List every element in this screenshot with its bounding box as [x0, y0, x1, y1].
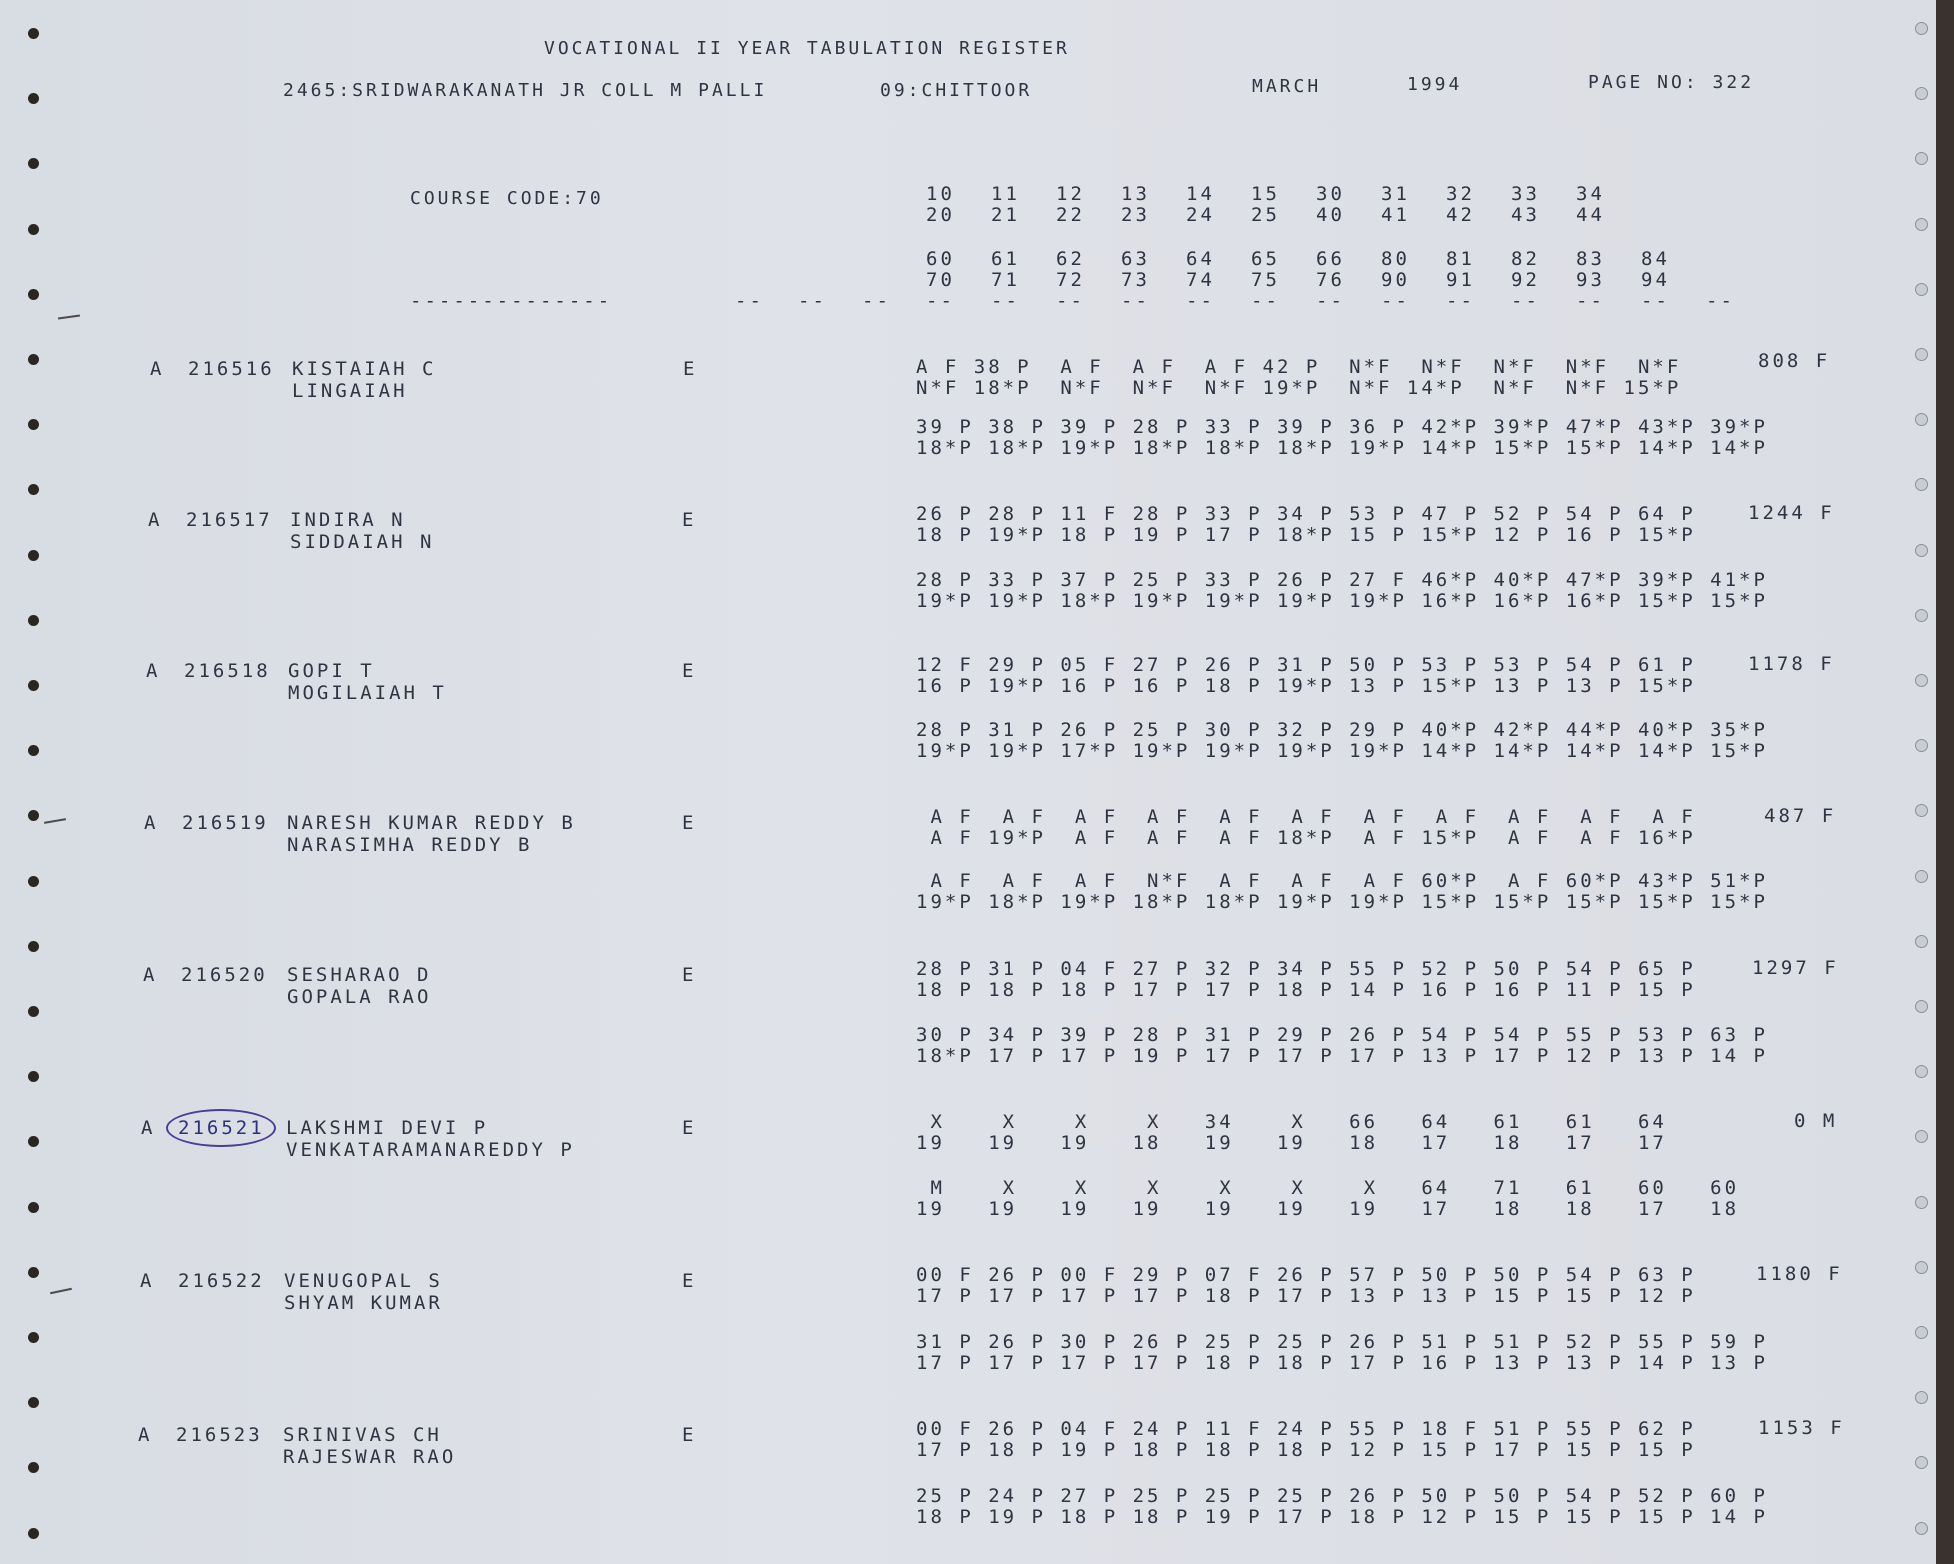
result-flag: A — [143, 964, 158, 986]
code-cell: 92 — [1511, 269, 1540, 291]
feed-hole-left — [28, 1071, 39, 1082]
feed-hole-right — [1915, 1130, 1928, 1143]
code-cell: 11 — [991, 183, 1020, 205]
feed-hole-left — [28, 1462, 39, 1473]
feed-hole-right — [1915, 1391, 1928, 1404]
marks-line: N*F 18*P N*F N*F N*F 19*P N*F 14*P N*F N*F 15*P — [916, 377, 1682, 399]
district-name: 09:CHITTOOR — [880, 80, 1033, 101]
marks-line: 19*P 18*P 19*P 18*P 18*P 19*P 19*P 15*P 15*P 15*P 15*P 15*P — [916, 891, 1768, 913]
feed-hole-left — [28, 419, 39, 430]
marks-line: 18 P 18 P 18 P 17 P 17 P 18 P 14 P 16 P 16 P 11 P 15 P — [916, 979, 1696, 1001]
marks-line: 17 P 18 P 19 P 18 P 18 P 18 P 12 P 15 P 17 P 15 P 15 P — [916, 1439, 1696, 1461]
dash-b: -- — [798, 290, 827, 312]
code-dash: -- — [1186, 290, 1215, 312]
medium: E — [682, 1270, 697, 1292]
feed-hole-left — [28, 615, 39, 626]
feed-hole-left — [28, 354, 39, 365]
code-cell: 10 — [926, 183, 955, 205]
feed-hole-left — [28, 1332, 39, 1343]
feed-hole-left — [28, 550, 39, 561]
marks-line: 19*P 19*P 18*P 19*P 19*P 19*P 19*P 16*P 16*P 16*P 15*P 15*P — [916, 590, 1768, 612]
code-cell: 73 — [1121, 269, 1150, 291]
feed-hole-left — [28, 289, 39, 300]
marks-line: 30 P 34 P 39 P 28 P 31 P 29 P 26 P 54 P 54 P 55 P 53 P 63 P — [916, 1024, 1768, 1046]
result-flag: A — [141, 1117, 156, 1139]
feed-hole-left — [28, 1267, 39, 1278]
parent-name: MOGILAIAH T — [288, 682, 447, 704]
roll-number: 216517 — [186, 509, 273, 531]
marks-line: A F A F A F A F A F A F A F A F A F A F A F — [916, 806, 1696, 828]
marks-line: 25 P 24 P 27 P 25 P 25 P 25 P 26 P 50 P 50 P 54 P 52 P 60 P — [916, 1485, 1768, 1507]
medium: E — [682, 964, 697, 986]
feed-hole-left — [28, 876, 39, 887]
marks-line: 39 P 38 P 39 P 28 P 33 P 39 P 36 P 42*P 39*P 47*P 43*P 39*P — [916, 416, 1768, 438]
feed-hole-left — [28, 1397, 39, 1408]
dash-a: -- — [735, 290, 764, 312]
feed-hole-right — [1915, 870, 1928, 883]
code-cell: 42 — [1446, 204, 1475, 226]
code-cell: 83 — [1576, 248, 1605, 270]
code-dash: -- — [1381, 290, 1410, 312]
feed-hole-right — [1915, 609, 1928, 622]
feed-hole-right — [1915, 218, 1928, 231]
marks-line: 18*P 18*P 19*P 18*P 18*P 18*P 19*P 14*P 15*P 15*P 14*P 14*P — [916, 437, 1768, 459]
roll-number: 216522 — [178, 1270, 265, 1292]
feed-hole-left — [28, 680, 39, 691]
code-row-3 — [926, 248, 1706, 270]
college-name: 2465:SRIDWARAKANATH JR COLL M PALLI — [283, 80, 768, 101]
roll-number: 216523 — [176, 1424, 263, 1446]
grand-total: 487 F — [1764, 805, 1837, 827]
marks-line: A F 38 P A F A F A F 42 P N*F N*F N*F N*F N*F — [916, 356, 1682, 378]
code-cell: 63 — [1121, 248, 1150, 270]
marks-line: 31 P 26 P 30 P 26 P 25 P 25 P 26 P 51 P 51 P 52 P 55 P 59 P — [916, 1331, 1768, 1353]
code-cell: 13 — [1121, 183, 1150, 205]
exam-month: MARCH — [1252, 76, 1322, 97]
code-cell: 15 — [1251, 183, 1280, 205]
grand-total: 1178 F — [1748, 653, 1835, 675]
marks-line: 28 P 31 P 04 F 27 P 32 P 34 P 55 P 52 P 50 P 54 P 65 P — [916, 958, 1696, 980]
code-dash: -- — [1576, 290, 1605, 312]
code-dash: -- — [926, 290, 955, 312]
marks-line: 28 P 31 P 26 P 25 P 30 P 32 P 29 P 40*P 42*P 44*P 40*P 35*P — [916, 719, 1768, 741]
feed-hole-right — [1915, 544, 1928, 557]
feed-hole-left — [28, 1136, 39, 1147]
code-dash: -- — [1641, 290, 1670, 312]
code-cell: 62 — [1056, 248, 1085, 270]
roll-number: 216519 — [182, 812, 269, 834]
feed-hole-left — [28, 224, 39, 235]
code-cell: 22 — [1056, 204, 1085, 226]
marks-line: A F 19*P A F A F A F 18*P A F 15*P A F A F 16*P — [916, 827, 1696, 849]
code-dash: -- — [1056, 290, 1085, 312]
margin-tick — [50, 1288, 72, 1295]
student-name: KISTAIAH C — [292, 358, 437, 380]
code-cell: 23 — [1121, 204, 1150, 226]
marks-line: X X X X 34 X 66 64 61 61 64 — [916, 1111, 1667, 1133]
page-number: PAGE NO: 322 — [1588, 72, 1755, 93]
student-name: NARESH KUMAR REDDY B — [287, 812, 576, 834]
result-flag: A — [146, 660, 161, 682]
register-title: VOCATIONAL II YEAR TABULATION REGISTER — [544, 38, 1070, 59]
marks-line: 17 P 17 P 17 P 17 P 18 P 18 P 17 P 16 P 13 P 13 P 14 P 13 P — [916, 1352, 1768, 1374]
marks-line: M X X X X X X 64 71 61 60 60 — [916, 1177, 1740, 1199]
result-flag: A — [150, 358, 165, 380]
code-dash: -- — [1511, 290, 1540, 312]
code-dash: -- — [1121, 290, 1150, 312]
marks-line: 00 F 26 P 04 F 24 P 11 F 24 P 55 P 18 F 51 P 55 P 62 P — [916, 1418, 1696, 1440]
code-cell: 12 — [1056, 183, 1085, 205]
student-name: SESHARAO D — [287, 964, 432, 986]
code-row-2 — [926, 204, 1641, 226]
code-cell: 75 — [1251, 269, 1280, 291]
code-cell: 44 — [1576, 204, 1605, 226]
code-cell: 71 — [991, 269, 1020, 291]
feed-hole-right — [1915, 152, 1928, 165]
page-edge — [1936, 0, 1954, 1564]
parent-name: SHYAM KUMAR — [284, 1292, 443, 1314]
medium: E — [682, 660, 697, 682]
grand-total: 0 M — [1794, 1110, 1838, 1132]
student-name: LAKSHMI DEVI P — [286, 1117, 489, 1139]
student-name: GOPI T — [288, 660, 375, 682]
grand-total: 1180 F — [1756, 1263, 1843, 1285]
marks-line: 17 P 17 P 17 P 17 P 18 P 17 P 13 P 13 P 15 P 15 P 12 P — [916, 1285, 1696, 1307]
code-dash: -- — [1706, 290, 1735, 312]
parent-name: VENKATARAMANAREDDY P — [286, 1139, 575, 1161]
feed-hole-right — [1915, 413, 1928, 426]
feed-hole-right — [1915, 478, 1928, 491]
feed-hole-left — [28, 484, 39, 495]
code-cell: 41 — [1381, 204, 1410, 226]
marks-line: 19 19 19 19 19 19 19 17 18 18 17 18 — [916, 1198, 1740, 1220]
marks-line: 00 F 26 P 00 F 29 P 07 F 26 P 57 P 50 P 50 P 54 P 63 P — [916, 1264, 1696, 1286]
marks-line: 19*P 19*P 17*P 19*P 19*P 19*P 19*P 14*P 14*P 14*P 14*P 15*P — [916, 740, 1768, 762]
feed-hole-left — [28, 158, 39, 169]
code-cell: 30 — [1316, 183, 1345, 205]
feed-hole-right — [1915, 22, 1928, 35]
code-cell: 93 — [1576, 269, 1605, 291]
code-cell: 25 — [1251, 204, 1280, 226]
feed-hole-right — [1915, 1522, 1928, 1535]
code-dash-row — [926, 290, 1771, 312]
code-row-4 — [926, 269, 1706, 291]
feed-hole-right — [1915, 1456, 1928, 1469]
feed-hole-right — [1915, 1065, 1928, 1078]
code-cell: 76 — [1316, 269, 1345, 291]
code-cell: 94 — [1641, 269, 1670, 291]
code-row-1 — [926, 183, 1641, 205]
code-cell: 32 — [1446, 183, 1475, 205]
parent-name: GOPALA RAO — [287, 986, 432, 1008]
marks-line: 19 19 19 18 19 19 18 17 18 17 17 — [916, 1132, 1667, 1154]
parent-name: NARASIMHA REDDY B — [287, 834, 533, 856]
grand-total: 1297 F — [1752, 957, 1839, 979]
code-dash: -- — [991, 290, 1020, 312]
feed-hole-left — [28, 1202, 39, 1213]
feed-hole-right — [1915, 1326, 1928, 1339]
result-flag: A — [138, 1424, 153, 1446]
code-cell: 65 — [1251, 248, 1280, 270]
student-name: SRINIVAS CH — [283, 1424, 442, 1446]
feed-hole-right — [1915, 1000, 1928, 1013]
code-cell: 90 — [1381, 269, 1410, 291]
feed-hole-left — [28, 28, 39, 39]
code-cell: 70 — [926, 269, 955, 291]
feed-hole-right — [1915, 1261, 1928, 1274]
feed-hole-right — [1915, 739, 1928, 752]
feed-hole-right — [1915, 804, 1928, 817]
feed-hole-right — [1915, 935, 1928, 948]
result-flag: A — [148, 509, 163, 531]
marks-line: 12 F 29 P 05 F 27 P 26 P 31 P 50 P 53 P 53 P 54 P 61 P — [916, 654, 1696, 676]
marks-line: 26 P 28 P 11 F 28 P 33 P 34 P 53 P 47 P 52 P 54 P 64 P — [916, 503, 1696, 525]
code-cell: 31 — [1381, 183, 1410, 205]
roll-number: 216518 — [184, 660, 271, 682]
result-flag: A — [140, 1270, 155, 1292]
code-cell: 74 — [1186, 269, 1215, 291]
code-cell: 21 — [991, 204, 1020, 226]
code-cell: 64 — [1186, 248, 1215, 270]
roll-number: 216516 — [188, 358, 275, 380]
code-cell: 33 — [1511, 183, 1540, 205]
feed-hole-left — [28, 1006, 39, 1017]
code-cell: 66 — [1316, 248, 1345, 270]
code-cell: 91 — [1446, 269, 1475, 291]
medium: E — [683, 358, 698, 380]
parent-name: SIDDAIAH N — [290, 531, 435, 553]
roll-number: 216520 — [181, 964, 268, 986]
code-dash: -- — [1316, 290, 1345, 312]
code-cell: 80 — [1381, 248, 1410, 270]
marks-line: 18 P 19 P 18 P 18 P 19 P 17 P 18 P 12 P 15 P 15 P 15 P 14 P — [916, 1506, 1768, 1528]
feed-hole-left — [28, 1528, 39, 1539]
code-cell: 84 — [1641, 248, 1670, 270]
code-cell: 61 — [991, 248, 1020, 270]
grand-total: 808 F — [1758, 350, 1831, 372]
feed-hole-left — [28, 745, 39, 756]
code-cell: 60 — [926, 248, 955, 270]
medium: E — [682, 812, 697, 834]
code-cell: 72 — [1056, 269, 1085, 291]
roll-number: 216521 — [178, 1117, 265, 1139]
parent-name: LINGAIAH — [292, 380, 408, 402]
marks-line: 18 P 19*P 18 P 19 P 17 P 18*P 15 P 15*P 12 P 16 P 15*P — [916, 524, 1696, 546]
medium: E — [682, 1424, 697, 1446]
marks-line: A F A F A F N*F A F A F A F 60*P A F 60*P 43*P 51*P — [916, 870, 1768, 892]
code-dash: -- — [1251, 290, 1280, 312]
code-cell: 81 — [1446, 248, 1475, 270]
marks-line: 28 P 33 P 37 P 25 P 33 P 26 P 27 F 46*P 40*P 47*P 39*P 41*P — [916, 569, 1768, 591]
feed-hole-right — [1915, 1196, 1928, 1209]
student-name: VENUGOPAL S — [284, 1270, 443, 1292]
marks-line: 16 P 19*P 16 P 16 P 18 P 19*P 13 P 15*P 13 P 13 P 15*P — [916, 675, 1696, 697]
code-cell: 43 — [1511, 204, 1540, 226]
course-dashes: -------------- — [410, 290, 613, 312]
medium: E — [682, 509, 697, 531]
feed-hole-right — [1915, 87, 1928, 100]
feed-hole-right — [1915, 348, 1928, 361]
feed-hole-right — [1915, 283, 1928, 296]
marks-line: 18*P 17 P 17 P 19 P 17 P 17 P 17 P 13 P 17 P 12 P 13 P 14 P — [916, 1045, 1768, 1067]
course-code: COURSE CODE:70 — [410, 188, 604, 209]
grand-total: 1153 F — [1758, 1417, 1845, 1439]
code-cell: 20 — [926, 204, 955, 226]
feed-hole-right — [1915, 674, 1928, 687]
margin-tick — [58, 314, 80, 319]
code-cell: 82 — [1511, 248, 1540, 270]
code-cell: 14 — [1186, 183, 1215, 205]
dash-c: -- — [862, 290, 891, 312]
code-cell: 24 — [1186, 204, 1215, 226]
feed-hole-left — [28, 93, 39, 104]
code-dash: -- — [1446, 290, 1475, 312]
student-name: INDIRA N — [290, 509, 406, 531]
medium: E — [682, 1117, 697, 1139]
parent-name: RAJESWAR RAO — [283, 1446, 457, 1468]
feed-hole-left — [28, 810, 39, 821]
feed-hole-left — [28, 941, 39, 952]
exam-year: 1994 — [1407, 74, 1463, 95]
code-cell: 34 — [1576, 183, 1605, 205]
grand-total: 1244 F — [1748, 502, 1835, 524]
result-flag: A — [144, 812, 159, 834]
margin-tick — [44, 818, 66, 824]
code-cell: 40 — [1316, 204, 1345, 226]
